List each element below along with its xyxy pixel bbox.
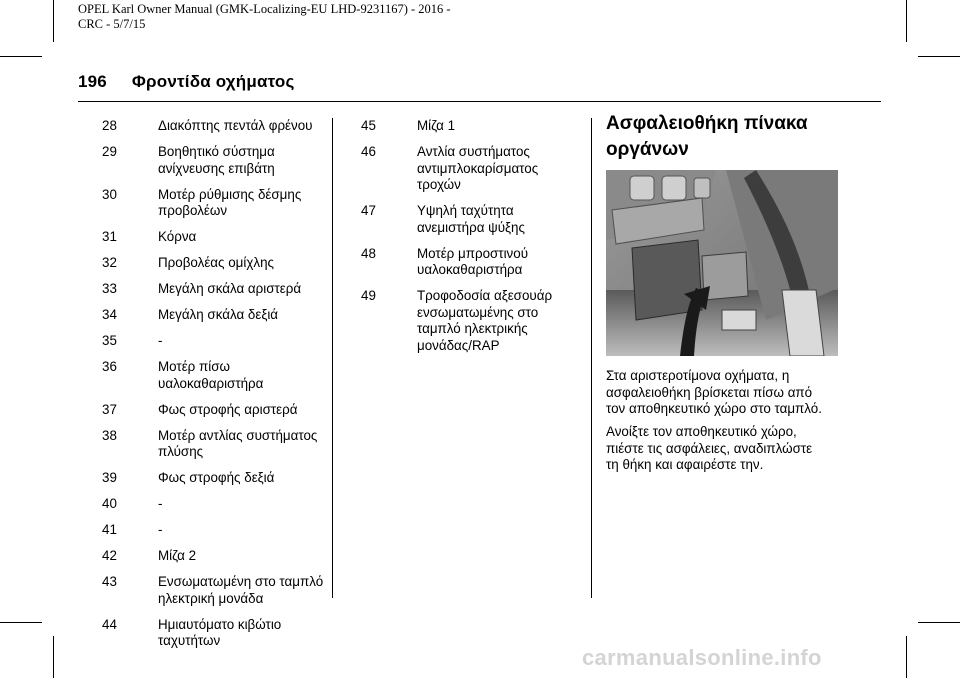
fuse-description [158, 144, 327, 177]
fuse-number: 28 [102, 118, 117, 133]
fuse-number: 36 [102, 359, 117, 374]
fuse-description-line: ηλεκτρική μονάδα [158, 590, 264, 606]
fuse-description-line: Μίζα 1 [417, 118, 456, 133]
fuse-description [158, 118, 327, 135]
fuse-entry [102, 118, 327, 135]
section-title-line: οργάνων [606, 139, 689, 160]
fuse-entry [361, 288, 586, 354]
fuse-number: 42 [102, 548, 117, 563]
fuse-description-line: υαλοκαθαριστήρα [158, 375, 264, 391]
fuse-description-line: - [158, 333, 163, 348]
fuse-list-column-2 [361, 118, 586, 364]
fuse-description-line: Μοτέρ ρύθμισης δέσμης [158, 186, 302, 202]
fuse-description [417, 144, 586, 194]
fuse-description-line: Φως στροφής αριστερά [158, 401, 298, 417]
fuse-description [158, 428, 327, 461]
fuse-description-line: ταμπλό ηλεκτρικής [417, 321, 528, 336]
fuse-description [158, 548, 327, 565]
fuse-number: 47 [361, 203, 376, 218]
fuse-entry [102, 359, 327, 392]
section-title-line: Ασφαλειοθήκη πίνακα [606, 113, 808, 134]
fuse-description-line: μονάδας/RAP [417, 337, 500, 353]
fuse-number: 41 [102, 522, 117, 537]
fuse-description-line: αντιμπλοκαρίσματος [417, 160, 539, 176]
fuse-entry [361, 118, 586, 135]
fuse-description-line: Μοτέρ αντλίας συστήματος [158, 427, 318, 443]
fuse-entry [102, 522, 327, 539]
page-heading [78, 72, 295, 92]
fuse-description [417, 203, 586, 236]
meta-line: CRC - 5/7/15 [78, 17, 146, 31]
fuse-number: 39 [102, 470, 117, 485]
crop-mark [918, 56, 960, 57]
fuse-description-line: Προβολέας ομίχλης [158, 255, 274, 270]
fuse-description-line: Μεγάλη σκάλα αριστερά [158, 281, 302, 296]
fuse-entry [102, 281, 327, 298]
fuse-number: 32 [102, 255, 117, 270]
chapter-title: Φροντίδα οχήματος [131, 72, 295, 91]
watermark: carmanualsonline.info [582, 645, 822, 670]
fuse-number: 35 [102, 333, 117, 348]
fuse-number: 48 [361, 245, 376, 261]
fuse-description [158, 496, 327, 513]
fuse-entry [102, 617, 327, 650]
paragraph-line: τη θήκη και αφαιρέστε την. [606, 457, 764, 472]
fuse-entry [361, 203, 586, 236]
fuse-entry [102, 144, 327, 177]
fuse-box-illustration [606, 170, 838, 356]
crop-mark [906, 636, 907, 678]
page-number: 196 [78, 72, 107, 91]
fuse-description-line: Διακόπτης πεντάλ φρένου [158, 118, 313, 133]
instruction-paragraph [606, 424, 812, 474]
fuse-description-line: - [158, 522, 163, 537]
fuse-description [417, 246, 586, 279]
instruction-paragraph [606, 368, 822, 418]
fuse-number: 49 [361, 288, 376, 303]
crop-mark [0, 56, 42, 57]
meta-line: OPEL Karl Owner Manual (GMK-Localizing-EU LHD-9231167) - 2016 - [78, 2, 451, 16]
fuse-entry [102, 229, 327, 246]
crop-mark [906, 0, 907, 42]
fuse-description [417, 288, 586, 354]
fuse-description-line: - [158, 496, 163, 511]
fuse-description-line: Μεγάλη σκάλα δεξιά [158, 307, 279, 322]
fuse-entry [102, 307, 327, 324]
fuse-description-line: ανεμιστήρα ψύξης [417, 219, 525, 235]
fuse-description-line: ταχυτήτων [158, 633, 221, 648]
fuse-description-line: προβολέων [158, 203, 228, 218]
fuse-entry [102, 402, 327, 419]
fuse-number: 44 [102, 616, 117, 632]
column-divider [591, 118, 592, 598]
fuse-entry [102, 548, 327, 565]
fuse-number: 38 [102, 427, 117, 443]
fuse-description-line: υαλοκαθαριστήρα [417, 262, 523, 277]
fuse-description [158, 229, 327, 246]
fuse-description [158, 470, 327, 487]
fuse-number: 45 [361, 118, 376, 133]
fuse-entry [102, 496, 327, 513]
fuse-description [158, 522, 327, 539]
paragraph-line: ασφαλειοθήκη βρίσκεται πίσω από [606, 384, 813, 400]
fuse-description-line: Φως στροφής δεξιά [158, 470, 275, 485]
fuse-description-line: Μοτέρ πίσω [158, 359, 230, 374]
fuse-number: 29 [102, 144, 117, 159]
fuse-number: 43 [102, 574, 117, 589]
heading-rule [78, 101, 881, 102]
paragraph-line: τον αποθηκευτικό χώρο στο ταμπλό. [606, 401, 822, 416]
fuse-entry [361, 144, 586, 194]
crop-mark [0, 622, 42, 623]
fuse-description-line: Μοτέρ μπροστινού [417, 245, 529, 261]
paragraph-line: Ανοίξτε τον αποθηκευτικό χώρο, [606, 424, 797, 439]
fuse-description-line: Ενσωματωμένη στο ταμπλό [158, 574, 324, 589]
document-meta [78, 2, 451, 32]
paragraph-line: Στα αριστεροτίμονα οχήματα, η [606, 368, 790, 383]
fuse-description-line: Μίζα 2 [158, 548, 197, 563]
fuse-number: 37 [102, 401, 117, 417]
fuse-description-line: Υψηλή ταχύτητα [417, 203, 514, 218]
crop-mark [53, 0, 54, 42]
fuse-number: 46 [361, 144, 376, 159]
fuse-description [417, 118, 586, 135]
paragraph-line: πιέστε τις ασφάλειες, αναδιπλώστε [606, 440, 813, 456]
fuse-entry [102, 255, 327, 272]
fuse-description-line: Ημιαυτόματο κιβώτιο [158, 616, 282, 632]
fuse-description-line: τροχών [417, 177, 461, 192]
fuse-description [158, 333, 327, 350]
crop-mark [53, 636, 54, 678]
fuse-number: 31 [102, 229, 117, 244]
fuse-entry [102, 428, 327, 461]
fuse-number: 34 [102, 307, 117, 322]
fuse-description-line: Αντλία συστήματος [417, 144, 530, 159]
fuse-description-line: ανίχνευσης επιβάτη [158, 160, 275, 176]
fuse-description [158, 574, 327, 607]
fuse-description-line: πλύσης [158, 444, 204, 459]
fuse-description-line: Κόρνα [158, 229, 197, 244]
fuse-list-column-1 [102, 118, 327, 659]
fuse-description [158, 187, 327, 220]
fuse-description-line: ενσωματωμένης στο [417, 304, 539, 320]
fuse-entry [102, 333, 327, 350]
fuse-description [158, 617, 327, 650]
fuse-entry [102, 574, 327, 607]
section-title [606, 111, 808, 163]
crop-mark [918, 622, 960, 623]
fuse-description [158, 281, 327, 298]
fuse-number: 40 [102, 496, 117, 511]
fuse-description-line: Τροφοδοσία αξεσουάρ [417, 288, 553, 303]
fuse-entry [361, 246, 586, 279]
fuse-description [158, 359, 327, 392]
fuse-description [158, 307, 327, 324]
fuse-description [158, 402, 327, 419]
fuse-description [158, 255, 327, 272]
fuse-description-line: Βοηθητικό σύστημα [158, 144, 275, 159]
fuse-number: 30 [102, 186, 117, 202]
fuse-entry [102, 470, 327, 487]
fuse-number: 33 [102, 281, 117, 296]
column-divider [332, 118, 333, 598]
fuse-entry [102, 187, 327, 220]
